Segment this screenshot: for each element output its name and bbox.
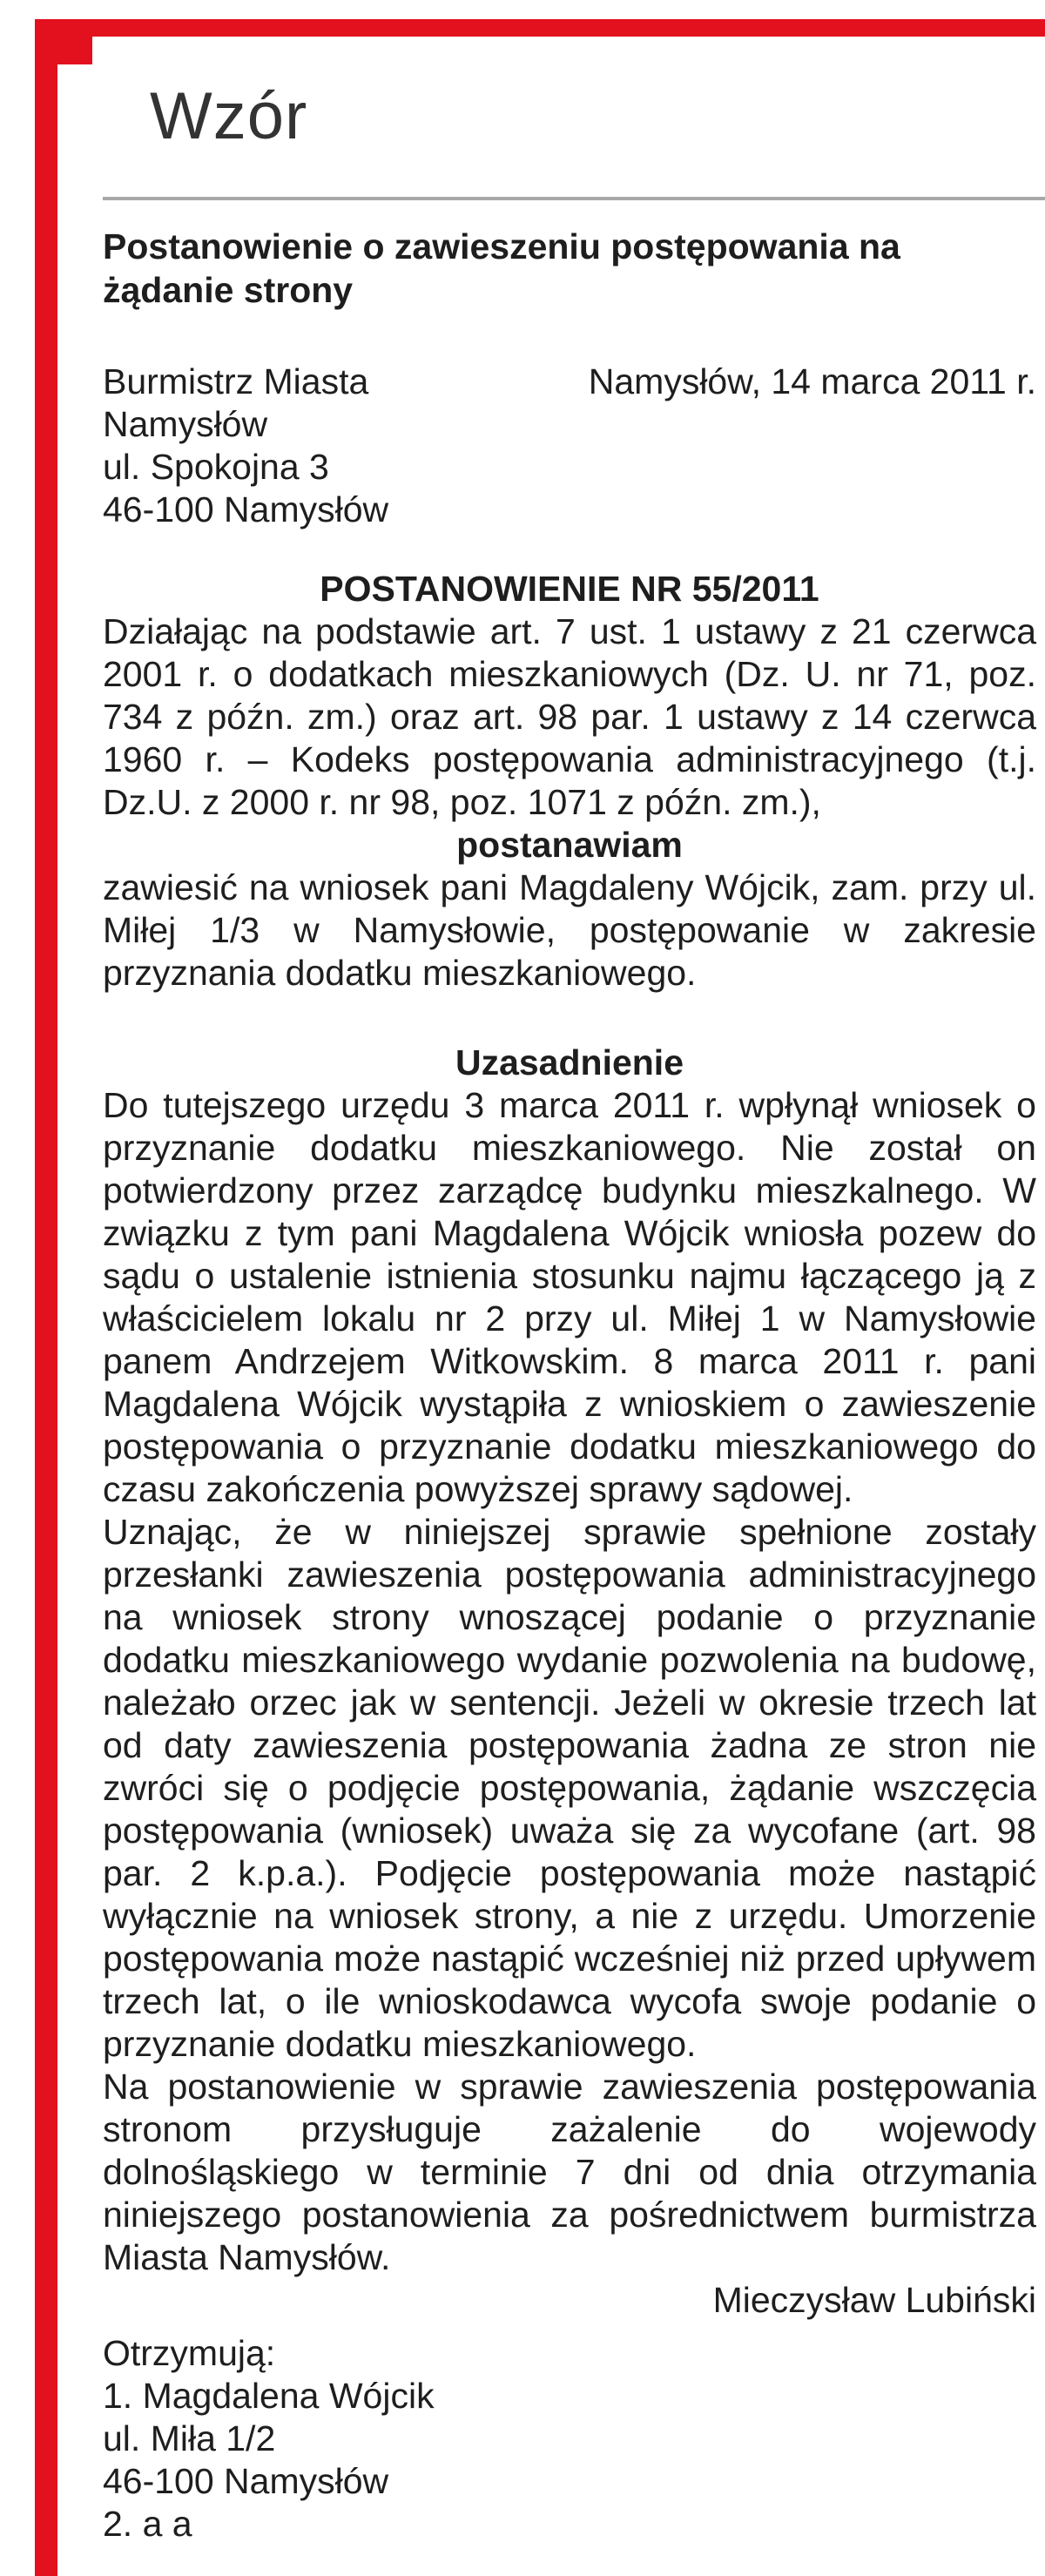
justification-paragraph: Uznając, że w niniejszej sprawie spełnione zostały przesłanki zawieszenia postępowania administracyjnego na wniosek strony wnoszącej podanie o przyznanie dodatku mieszkaniowego wydanie pozwolenia na budowę, należało orzec jak w sentencji. Jeżeli w okresie trzech lat od daty zawieszenia postępowania żadna ze stron nie zwróci się o podjęcie postępowania, żądanie wszczęcia postępowania (wniosek) uważa się za wycofane (art. 98 par. 2 k.p.a.). Podjęcie postępowania może nastąpić wyłącznie na wniosek strony, a nie z urzędu. Umorzenie postępowania może nastąpić wcześniej niż przed upływem trzech lat, o ile wnioskodawca wycofa swoje podanie o przyznanie dodatku mieszkaniowego. <box>103 1512 1036 2064</box>
document-heading: Postanowienie o zawieszeniu postępowania na żądanie strony <box>103 226 900 310</box>
recipient-line: 2. a a <box>103 2504 192 2544</box>
recipients-block <box>103 2332 1036 2546</box>
red-frame-left <box>35 19 57 2576</box>
sender-address <box>103 361 388 531</box>
sender-line: 46-100 Namysłów <box>103 489 389 529</box>
sender-line: Namysłów <box>103 404 268 444</box>
recipient-line: 46-100 Namysłów <box>103 2461 389 2501</box>
red-frame-corner <box>35 19 92 64</box>
recipient-line: 1. Magdalena Wójcik <box>103 2376 435 2416</box>
resolve-word: postanawiam <box>456 825 683 865</box>
red-frame-top <box>35 19 1045 37</box>
justification-title: Uzasadnienie <box>455 1042 684 1082</box>
header-divider <box>103 197 1045 200</box>
template-label: Wzór <box>150 79 308 153</box>
decision-title: POSTANOWIENIE NR 55/2011 <box>320 569 819 609</box>
legal-basis: Działając na podstawie art. 7 ust. 1 ustawy z 21 czerwca 2001 r. o dodatkach mieszkaniowych (Dz. U. nr 71, poz. 734 z późn. zm.) oraz art. 98 par. 1 ustawy z 14 czerwca 1960 r. – Kodeks postępowania administracyjnego (t.j. Dz.U. z 2000 r. nr 98, poz. 1071 z późn. zm.), <box>103 611 1036 822</box>
appeal-info: Na postanowienie w sprawie zawieszenia postępowania stronom przysługuje zażalenie do wojewody dolnośląskiego w terminie 7 dni od dnia otrzymania niniejszego postanowienia za pośrednictwem burmistrza Miasta Namysłów. <box>103 2067 1036 2277</box>
recipient-line: ul. Miła 1/2 <box>103 2418 276 2458</box>
sender-line: Burmistrz Miasta <box>103 361 369 401</box>
sender-row <box>103 361 1036 531</box>
document-body <box>103 225 1036 2546</box>
signature: Mieczysław Lubiński <box>712 2280 1036 2320</box>
resolution-text: zawiesić na wniosek pani Magdaleny Wójcik, zam. przy ul. Miłej 1/3 w Namysłowie, postępowanie w zakresie przyznania dodatku mieszkaniowego. <box>103 867 1036 993</box>
place-date: Namysłów, 14 marca 2011 r. <box>588 361 1036 401</box>
recipients-title: Otrzymują: <box>103 2333 276 2373</box>
justification-paragraph: Do tutejszego urzędu 3 marca 2011 r. wpłynął wniosek o przyznanie dodatku mieszkaniowego. Nie został on potwierdzony przez zarządcę budynku mieszkalnego. W związku z tym pani Magdalena Wójcik wniosła pozew do sądu o ustalenie istnienia stosunku najmu łączącego ją z właścicielem lokalu nr 2 przy ul. Miłej 1 w Namysłowie panem Andrzejem Witkowskim. 8 marca 2011 r. pani Magdalena Wójcik wystąpiła z wnioskiem o zawieszenie postępowania o przyznanie dodatku mieszkaniowego do czasu zakończenia powyższej sprawy sądowej. <box>103 1085 1036 1509</box>
sender-line: ul. Spokojna 3 <box>103 447 329 487</box>
